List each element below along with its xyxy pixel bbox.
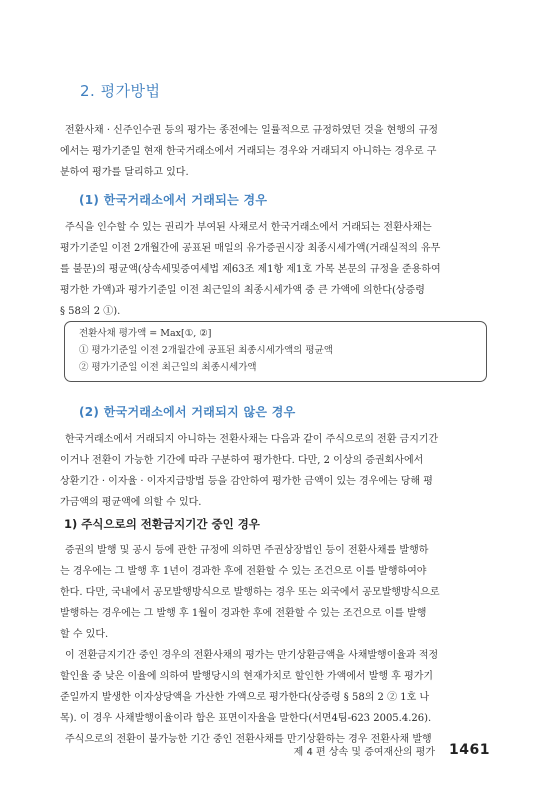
text-line: 할인율 중 낮은 이율에 의하여 발행당시의 현재가치로 할인한 가액에서 발행 후 평가기	[60, 671, 434, 682]
text-line: 상환기간 · 이자율 · 이자지급방법 등을 감안하여 평가한 금액이 있는 경우에는 당해 평	[60, 476, 433, 487]
text-line: 를 불문)의 평균액(상속세및증여세법 제63조 제1항 제1호 가목 본문의 규정을 준용하여	[60, 264, 441, 275]
footer-part-title: 제 4 편 상속 및 증여재산의 평가	[293, 746, 436, 758]
text-line: 한다. 다만, 국내에서 공모발행방식으로 발행하는 경우 또는 외국에서 공모발행방식으로	[60, 587, 440, 598]
text-line: 는 경우에는 그 발행 후 1년이 경과한 후에 전환할 수 있는 조건으로 이를 발행하여야	[60, 566, 427, 577]
text-line: 전환사채 · 신주인수권 등의 평가는 종전에는 일률적으로 규정하였던 것을 현행의 규정	[65, 125, 439, 136]
section-heading: 2. 평가방법	[80, 82, 161, 100]
subsection-heading-1: (1) 한국거래소에서 거래되는 경우	[79, 193, 268, 207]
text-line: 준일까지 발생한 이자상당액을 가산한 가액으로 평가한다(상증령 § 58의 2 ② 1호 나	[60, 692, 430, 703]
text-line: 분하여 평가를 달리하고 있다.	[60, 167, 189, 178]
text-line: 평가기준일 이전 2개월간에 공표된 매일의 유가증권시장 최종시세가액(거래실적의 유무	[60, 243, 441, 254]
formula-item-1: ① 평가기준일 이전 2개월간에 공표된 최종시세가액의 평균액	[79, 345, 333, 356]
text-line: 주식을 인수할 수 있는 권리가 부여된 사채로서 한국거래소에서 거래되는 전환사채는	[65, 222, 432, 233]
subsection-2-1-paragraph	[60, 540, 495, 750]
text-line: 증권의 발행 및 공시 등에 관한 규정에 의하면 주권상장법인 등이 전환사채를 발행하	[65, 545, 429, 556]
intro-paragraph	[60, 120, 495, 183]
formula-line: 전환사채 평가액 = Max[①, ②]	[79, 328, 212, 339]
text-line: § 58의 2 ①).	[60, 306, 121, 317]
text-line: 목). 이 경우 사채발행이율이라 함은 표면이자율을 말한다(서면4팀-623 2005.4.26).	[60, 713, 432, 724]
text-line: 발행하는 경우에는 그 발행 후 1월이 경과한 후에 전환할 수 있는 조건으로 이를 발행	[60, 608, 427, 619]
formula-item-2: ② 평가기준일 이전 최근일의 최종시세가액	[79, 362, 257, 373]
text-line: 평가한 가액)과 평가기준일 이전 최근일의 최종시세가액 중 큰 가액에 의한다(상증령	[60, 285, 425, 296]
text-line: 이거나 전환이 가능한 기간에 따라 구분하여 평가한다. 다만, 2 이상의 증권회사에서	[60, 455, 424, 466]
subsection-heading-2: (2) 한국거래소에서 거래되지 않은 경우	[79, 405, 296, 419]
page-footer	[0, 740, 490, 760]
subsection-heading-2-1: 1) 주식으로의 전환금지기간 중인 경우	[64, 517, 260, 531]
subsection-2-paragraph	[60, 429, 495, 513]
text-line: 이 전환금지기간 중인 경우의 전환사채의 평가는 만기상환금액을 사채발행이율과 적정	[65, 650, 439, 661]
subsection-1-paragraph	[60, 217, 495, 322]
text-line: 한국거래소에서 거래되지 아니하는 전환사채는 다음과 같이 주식으로의 전환 금지기간	[65, 434, 439, 445]
page-number: 1461	[449, 742, 490, 758]
text-line: 가금액의 평균액에 의할 수 있다.	[60, 497, 202, 508]
text-line: 할 수 있다.	[60, 629, 109, 640]
text-line: 주식으로의 전환이 불가능한 기간 중인 전환사채를 만기상환하는 경우 전환사채 발행	[65, 734, 432, 745]
text-line: 에서는 평가기준일 현재 한국거래소에서 거래되는 경우와 거래되지 아니하는 경우로 구	[60, 146, 437, 157]
formula-box	[64, 321, 487, 382]
